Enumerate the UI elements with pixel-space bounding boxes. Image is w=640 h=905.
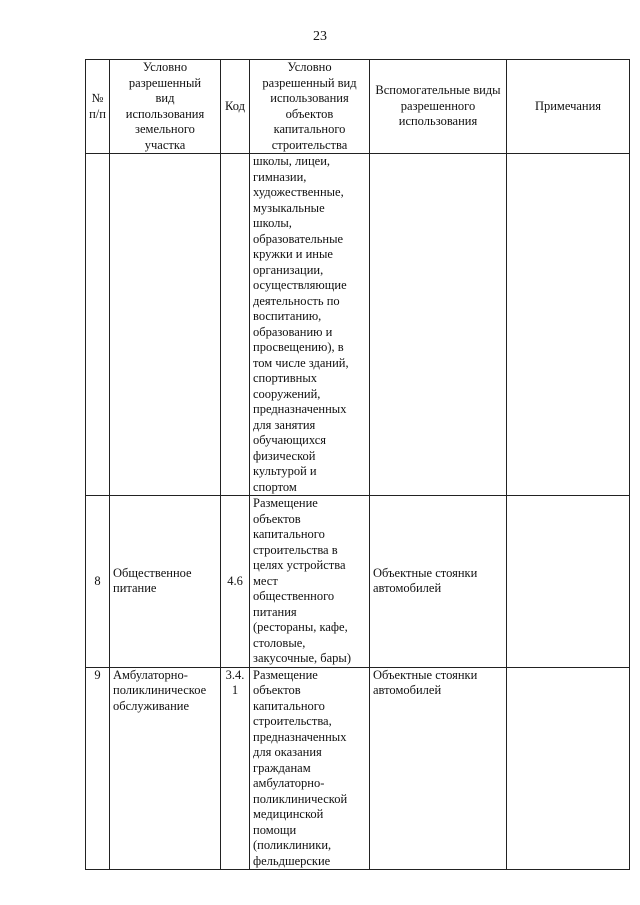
header-land-use: Условно разрешенный вид использования земельного участка [110, 60, 221, 154]
cell-notes [507, 667, 630, 870]
cell-empty [86, 154, 110, 496]
header-number: № п/п [86, 60, 110, 154]
table-row-continuation [86, 154, 630, 496]
cell-row-number: 8 [86, 496, 110, 668]
cell-code: 3.4.1 [221, 667, 250, 870]
cell-building-use: Размещение объектов капитального строительства, предназначенных для оказания гражданам амбулаторно- поликлинической медицинской помощи (поликлиники, фельдшерские [250, 667, 370, 870]
header-auxiliary-use: Вспомогательные виды разрешенного использования [370, 60, 507, 154]
cell-land-use: Амбулаторно- поликлиническое обслуживание [110, 667, 221, 870]
cell-auxiliary-use: Объектные стоянки автомобилей [370, 667, 507, 870]
table-header-row [86, 60, 630, 154]
cell-code: 4.6 [221, 496, 250, 668]
header-code: Код [221, 60, 250, 154]
table-row [86, 667, 630, 870]
table-row [86, 496, 630, 668]
header-building-use: Условно разрешенный вид использования объектов капитального строительства [250, 60, 370, 154]
permitted-use-table [85, 59, 630, 870]
cell-row-number: 9 [86, 667, 110, 870]
cell-empty [507, 154, 630, 496]
cell-notes [507, 496, 630, 668]
cell-auxiliary-use: Объектные стоянки автомобилей [370, 496, 507, 668]
cell-empty [370, 154, 507, 496]
page-number: 23 [313, 29, 327, 44]
cell-description-continued: школы, лицеи, гимназии, художественные, музыкальные школы, образовательные кружки и иные организации, осуществляющие деятельность по воспитанию, образованию и просвещению), в том числе зданий, спортивных сооружений, предназначенных для занятия обучающихся физической культурой и спортом [250, 154, 370, 496]
cell-building-use: Размещение объектов капитального строительства в целях устройства мест общественного питания (рестораны, кафе, столовые, закусочные, бары) [250, 496, 370, 668]
header-notes: Примечания [507, 60, 630, 154]
cell-land-use: Общественное питание [110, 496, 221, 668]
cell-empty [221, 154, 250, 496]
cell-empty [110, 154, 221, 496]
